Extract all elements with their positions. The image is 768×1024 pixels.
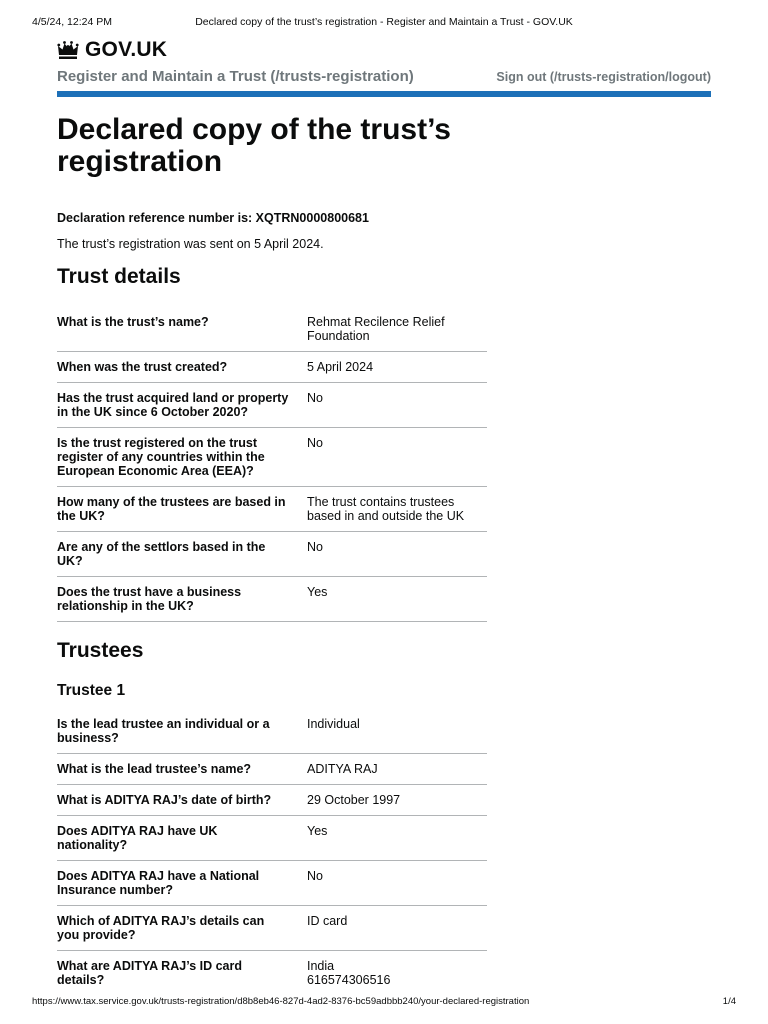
summary-question: What is ADITYA RAJ’s date of birth? bbox=[57, 793, 272, 807]
summary-question: Does ADITYA RAJ have a National Insurance number? bbox=[57, 869, 260, 897]
summary-answer: Yes bbox=[307, 585, 328, 599]
summary-answer: ADITYA RAJ bbox=[307, 762, 378, 776]
sent-date-text: The trust’s registration was sent on 5 April 2024. bbox=[57, 237, 324, 251]
govuk-logotype: GOV.UK bbox=[85, 38, 168, 61]
trust-details-list bbox=[57, 307, 487, 622]
summary-question: Are any of the settlors based in the UK? bbox=[57, 540, 266, 568]
summary-row bbox=[57, 785, 487, 816]
summary-row bbox=[57, 906, 487, 951]
summary-row bbox=[57, 861, 487, 906]
summary-row bbox=[57, 816, 487, 861]
summary-question: When was the trust created? bbox=[57, 360, 228, 374]
declaration-reference: Declaration reference number is: XQTRN0000800681 bbox=[57, 211, 369, 225]
header-accent-bar bbox=[57, 91, 711, 97]
summary-answer: ID card bbox=[307, 914, 348, 928]
trustee-1-list bbox=[57, 709, 487, 995]
summary-answer: No bbox=[307, 436, 323, 450]
summary-answer: Individual bbox=[307, 717, 360, 731]
print-footer-url: https://www.tax.service.gov.uk/trusts-registration/d8b8eb46-827d-4ad2-8376-bc59adbbb240/your-declared-registration bbox=[32, 996, 530, 1007]
govuk-header bbox=[57, 38, 711, 88]
summary-row bbox=[57, 754, 487, 785]
trustees-heading: Trustees bbox=[57, 639, 144, 662]
print-timestamp: 4/5/24, 12:24 PM bbox=[32, 16, 112, 28]
summary-row bbox=[57, 307, 487, 352]
id-card-number: 616574306516 bbox=[307, 973, 391, 987]
summary-answer: 5 April 2024 bbox=[307, 360, 374, 374]
service-name-text: Register and Maintain a Trust bbox=[57, 68, 267, 85]
summary-answer bbox=[307, 959, 487, 987]
summary-question: Which of ADITYA RAJ’s details can you provide? bbox=[57, 914, 265, 942]
main-content bbox=[57, 114, 487, 995]
summary-question: Is the lead trustee an individual or a business? bbox=[57, 717, 270, 745]
print-footer bbox=[32, 996, 736, 1010]
summary-row bbox=[57, 352, 487, 383]
summary-question: Does the trust have a business relationship in the UK? bbox=[57, 585, 242, 613]
summary-row bbox=[57, 532, 487, 577]
summary-row bbox=[57, 383, 487, 428]
summary-question: Is the trust registered on the trust register of any countries within the European Economic Area (EEA)? bbox=[57, 436, 265, 478]
summary-question: What is the trust’s name? bbox=[57, 315, 209, 329]
govuk-logo-link[interactable] bbox=[57, 38, 711, 62]
service-name-link[interactable] bbox=[57, 68, 414, 85]
summary-row bbox=[57, 577, 487, 622]
summary-answer: No bbox=[307, 540, 323, 554]
summary-answer: No bbox=[307, 391, 323, 405]
summary-answer: No bbox=[307, 869, 323, 883]
print-document-title: Declared copy of the trust’s registration - Register and Maintain a Trust - GOV.UK bbox=[195, 16, 573, 28]
summary-question: Has the trust acquired land or property in the UK since 6 October 2020? bbox=[57, 391, 289, 419]
summary-row bbox=[57, 951, 487, 995]
summary-row bbox=[57, 428, 487, 487]
trust-details-heading: Trust details bbox=[57, 265, 181, 288]
page-title: Declared copy of the trust’s registration bbox=[57, 113, 451, 178]
summary-answer: Rehmat Recilence Relief Foundation bbox=[307, 315, 445, 343]
summary-row bbox=[57, 487, 487, 532]
summary-answer: 29 October 1997 bbox=[307, 793, 401, 807]
summary-question: Does ADITYA RAJ have UK nationality? bbox=[57, 824, 218, 852]
trustee-1-heading: Trustee 1 bbox=[57, 682, 126, 699]
service-url-text: (/trusts-registration) bbox=[270, 68, 414, 85]
summary-question: How many of the trustees are based in the UK? bbox=[57, 495, 286, 523]
summary-answer: Yes bbox=[307, 824, 328, 838]
summary-row bbox=[57, 709, 487, 754]
summary-answer: The trust contains trustees based in and outside the UK bbox=[307, 495, 465, 523]
print-page-number: 1/4 bbox=[722, 996, 736, 1007]
summary-question: What are ADITYA RAJ’s ID card details? bbox=[57, 959, 243, 987]
id-card-country: India bbox=[307, 959, 335, 973]
summary-question: What is the lead trustee’s name? bbox=[57, 762, 252, 776]
crown-icon bbox=[57, 40, 79, 60]
print-header bbox=[32, 16, 736, 30]
sign-out-link[interactable]: Sign out (/trusts-registration/logout) bbox=[496, 70, 711, 84]
